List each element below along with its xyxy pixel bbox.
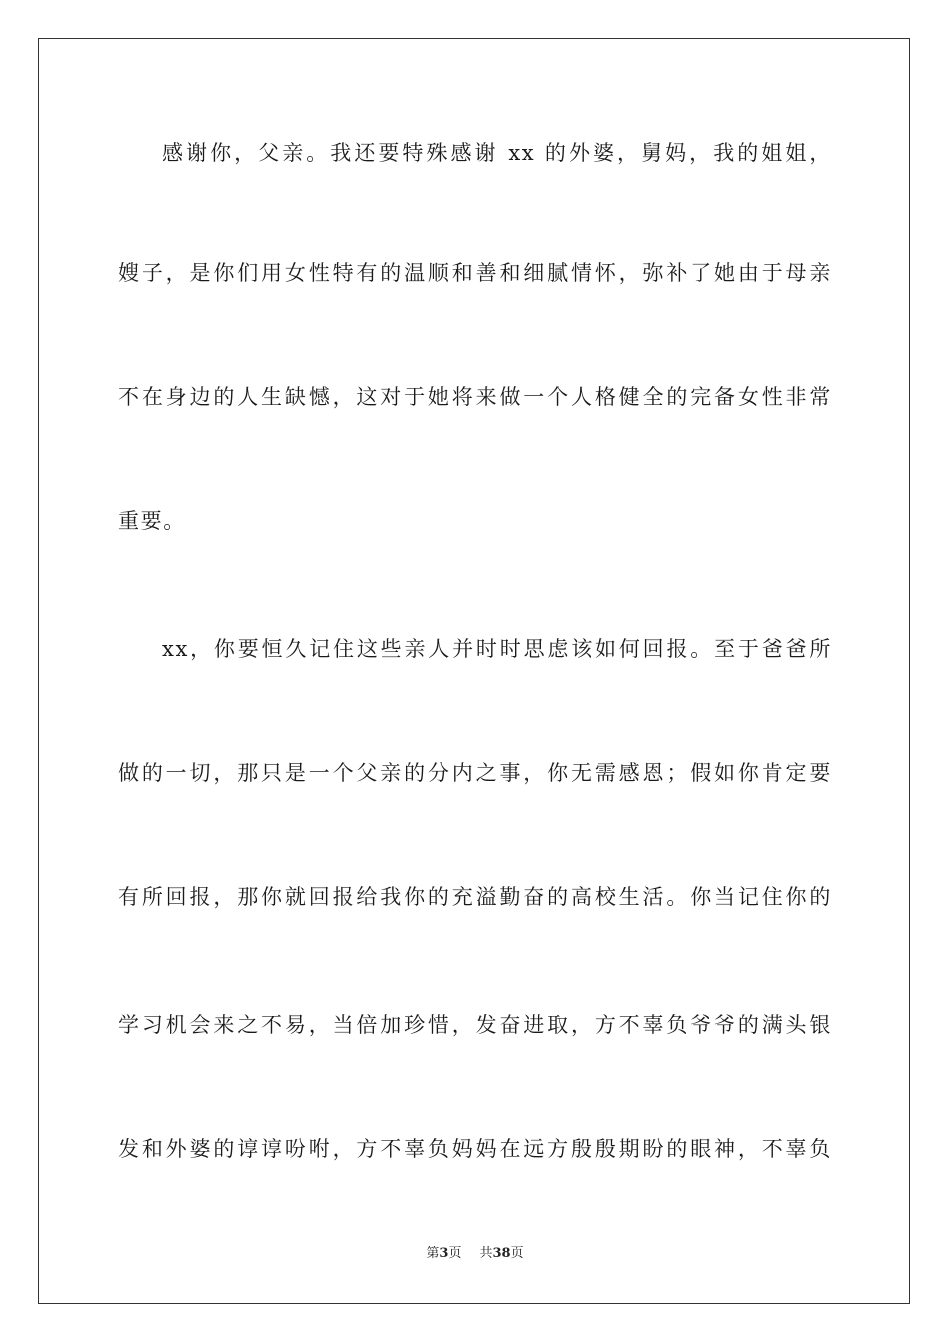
page-footer [0, 1245, 950, 1263]
paragraph-line: 重要。 [118, 509, 186, 533]
paragraph-line: 嫂子，是你们用女性特有的温顺和善和细腻情怀，弥补了她由于母亲 [118, 261, 832, 285]
paragraph-line: 不在身边的人生缺憾，这对于她将来做一个人格健全的完备女性非常 [118, 385, 832, 409]
page-label-prefix: 第 [426, 1246, 440, 1261]
paragraph-line: 有所回报，那你就回报给我你的充溢勤奋的高校生活。你当记住你的 [118, 885, 832, 909]
paragraph-line: xx，你要恒久记住这些亲人并时时思虑该如何回报。至于爸爸所 [162, 637, 832, 661]
total-label-unit: 页 [510, 1246, 524, 1261]
total-page-count: 38 [492, 1246, 511, 1261]
paragraph-line: 感谢你，父亲。我还要特殊感谢 xx 的外婆，舅妈，我的姐姐， [162, 141, 832, 165]
paragraph-line: 学习机会来之不易，当倍加珍惜，发奋进取，方不辜负爷爷的满头银 [118, 1013, 832, 1037]
page-frame [38, 38, 910, 1304]
total-label-prefix: 共 [479, 1246, 493, 1261]
page-label-unit: 页 [448, 1246, 462, 1261]
paragraph-line: 做的一切，那只是一个父亲的分内之事，你无需感恩；假如你肯定要 [118, 761, 832, 785]
current-page-number: 3 [439, 1246, 449, 1261]
paragraph-line: 发和外婆的谆谆吩咐，方不辜负妈妈在远方殷殷期盼的眼神，不辜负 [118, 1137, 832, 1161]
